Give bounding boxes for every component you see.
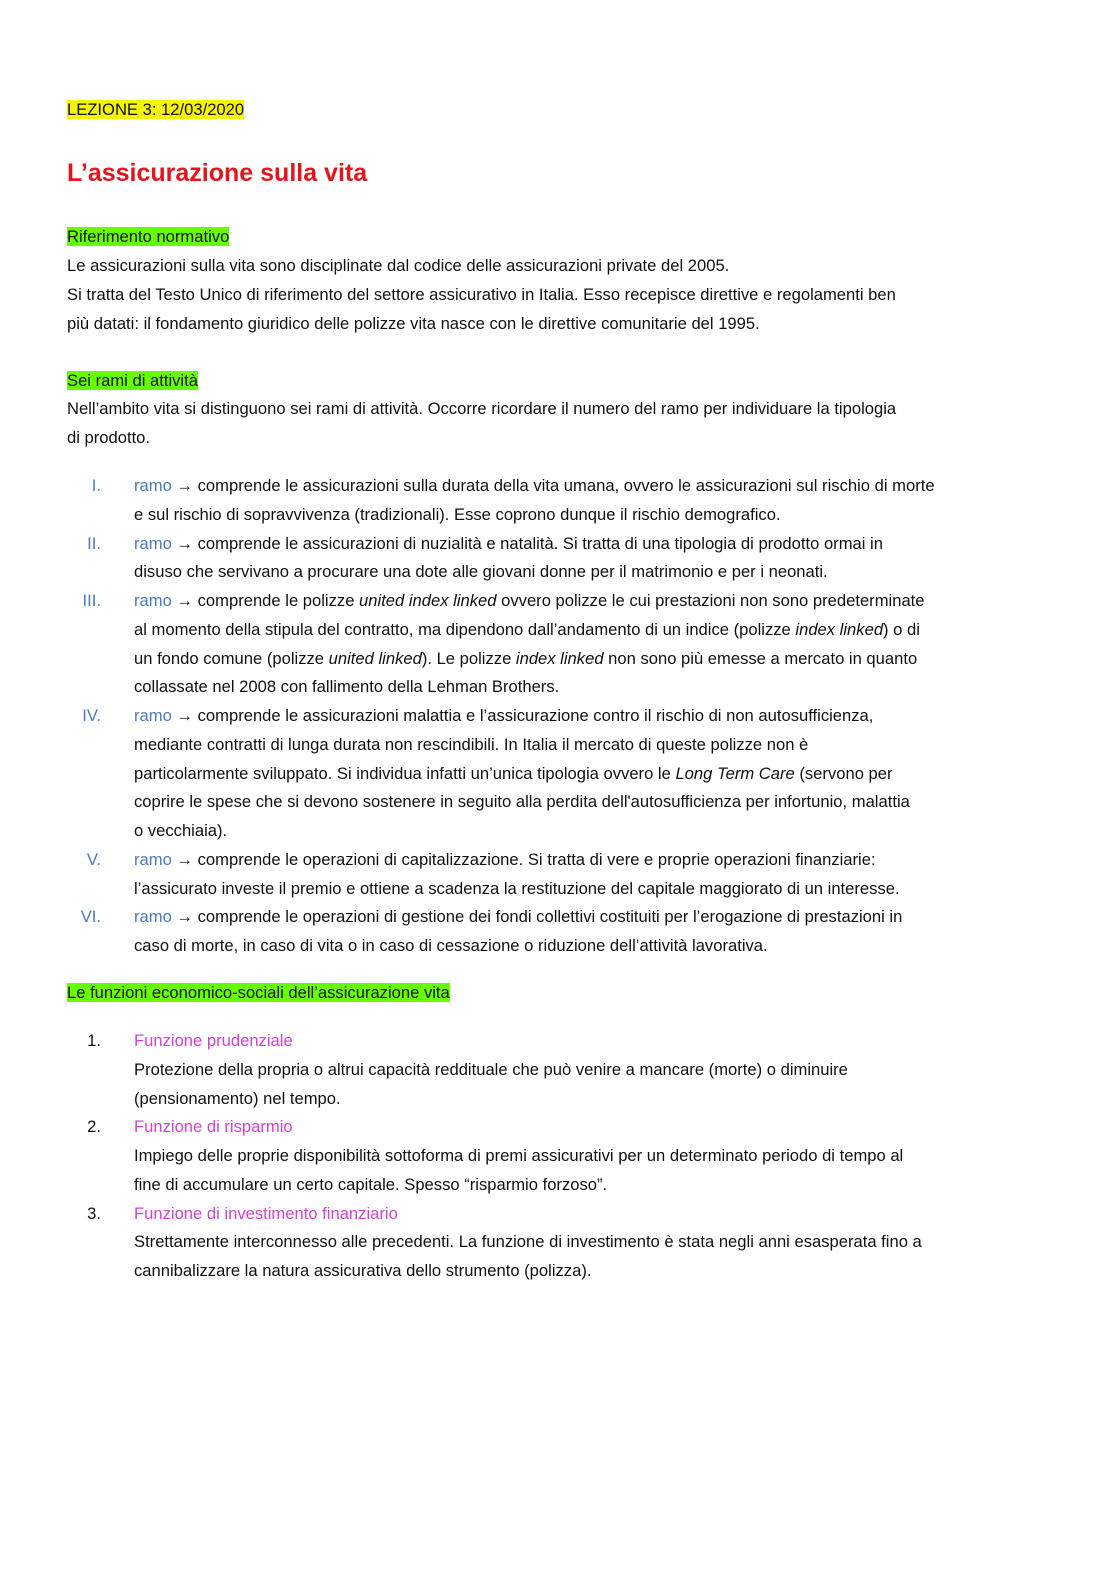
text-line [134,817,935,846]
text-line [134,1113,922,1142]
text-segment: l’assicurato investe il premio e ottiene a scadenza la restituzione del capitale maggiorato di un interesse. [134,878,900,898]
text-segment: ). Le polizze [421,648,516,668]
text-line [134,903,935,932]
text-line [134,472,935,501]
page-title: L’assicurazione sulla vita [67,159,368,187]
text-line [134,501,935,530]
roman-list [67,472,935,961]
text-line [134,558,935,587]
text-segment: fine di accumulare un certo capitale. Spesso “risparmio forzoso”. [134,1174,608,1194]
text-segment: (servono per [794,763,893,783]
text-segment: particolarmente sviluppato. Si individua infatti un’unica tipologia ovvero le [134,763,676,783]
text-line [134,875,935,904]
list-keyword: ramo [134,533,172,553]
list-item [67,472,935,530]
list-keyword: Funzione prudenziale [134,1031,293,1050]
text-segment: cannibalizzare la natura assicurativa dello strumento (polizza). [134,1261,592,1280]
text-segment: Le assicurazioni sulla vita sono disciplinate dal codice delle assicurazioni private del 2005. [67,256,730,275]
text-segment: collassate nel 2008 con fallimento della Lehman Brothers. [134,677,560,697]
text-segment: → comprende le polizze [171,591,360,610]
list-keyword: Funzione di investimento finanziario [134,1203,398,1223]
text-line [67,252,896,281]
list-item [67,530,935,588]
italic-term: united linked [328,648,422,668]
text-line [134,645,935,674]
text-line [134,702,935,731]
text-line [134,1027,922,1056]
list-number: IV. [82,706,101,725]
text-line [134,731,935,760]
paragraph-riferimento [67,252,896,338]
section-heading-riferimento: Riferimento normativo [67,227,230,246]
paragraph-rami [67,395,896,453]
text-segment: caso di morte, in caso di vita o in caso di cessazione o riduzione dell’attività lavorativa. [134,936,768,955]
list-number: VI. [80,907,101,927]
list-number: 2. [87,1117,101,1137]
text-line [134,788,935,817]
text-segment: o vecchiaia). [134,821,228,840]
text-segment: → comprende le assicurazioni malattia e l’assicurazione contro il rischio di non autosufficienza, [171,706,874,725]
list-number: V. [86,849,101,869]
text-segment: non sono più emesse a mercato in quanto [603,648,918,668]
text-line [134,932,935,961]
text-segment: Impiego delle proprie disponibilità sottoforma di premi assicurativi per un determinato periodo di tempo al [134,1146,904,1165]
text-segment: → comprende le operazioni di capitalizzazione. Si tratta di vere e proprie operazioni finanziarie: [171,849,876,869]
text-line [67,310,896,339]
text-segment: → comprende le assicurazioni di nuzialità e natalità. Si tratta di una tipologia di prodotto ormai in [171,533,883,553]
text-segment: al momento della stipula del contratto, ma dipendono dall’andamento di un indice (polizze [134,619,796,639]
list-keyword: ramo [134,591,172,610]
numbered-list [67,1027,922,1286]
text-line [134,1171,922,1200]
text-line [134,1056,922,1085]
list-keyword: ramo [134,849,172,869]
section-heading-funzioni: Le funzioni economico-sociali dell’assicurazione vita [67,983,450,1002]
text-line [134,846,935,875]
list-item [67,846,935,904]
text-segment: Si tratta del Testo Unico di riferimento del settore assicurativo in Italia. Esso recepisce direttive e regolamenti ben [67,284,896,304]
text-segment: Strettamente interconnesso alle precedenti. La funzione di investimento è stata negli anni esasperata fino a [134,1232,922,1252]
italic-term: Long Term Care [675,763,795,783]
text-segment: un fondo comune (polizze [134,648,329,668]
italic-term: index linked [795,619,884,639]
text-line [134,616,935,645]
text-segment: di prodotto. [67,427,151,447]
text-line [134,1257,922,1286]
text-line [134,1200,922,1229]
text-segment: disuso che servivano a procurare una dote alle giovani donne per il matrimonio e per i neonati. [134,562,828,582]
text-segment: Protezione della propria o altrui capacità reddituale che può venire a mancare (morte) o diminuire [134,1059,848,1079]
list-keyword: Funzione di risparmio [134,1117,293,1137]
text-segment: Nell’ambito vita si distinguono sei rami di attività. Occorre ricordare il numero del ramo per individuare la tipologia [67,399,897,418]
text-segment: coprire le spese che si devono sostenere in seguito alla perdita dell'autosufficienza per infortunio, malattia [134,792,910,812]
list-number: II. [87,533,101,553]
text-line [134,530,935,559]
text-line [134,760,935,789]
text-segment: (pensionamento) nel tempo. [134,1088,341,1108]
list-item [67,1113,922,1199]
text-line [67,424,896,453]
italic-term: index linked [515,648,604,668]
text-segment: → comprende le assicurazioni sulla durata della vita umana, ovvero le assicurazioni sul rischio di morte [171,476,935,495]
lesson-date: LEZIONE 3: 12/03/2020 [67,100,245,119]
list-item [67,1200,922,1286]
text-line [134,673,935,702]
list-number: 3. [87,1203,101,1223]
text-segment: più datati: il fondamento giuridico delle polizze vita nasce con le direttive comunitarie del 1995. [67,313,760,333]
italic-term: united index linked [359,591,497,610]
list-item [67,1027,922,1113]
list-keyword: ramo [134,907,172,927]
list-number: 1. [87,1031,101,1050]
list-item [67,702,935,846]
text-segment: ) o di [883,619,920,639]
list-item [67,587,935,702]
list-number: III. [82,591,101,610]
text-segment: e sul rischio di sopravvivenza (tradizionali). Esse coprono dunque il rischio demografico. [134,504,781,524]
text-line [67,395,896,424]
text-segment: mediante contratti di lunga durata non rescindibili. In Italia il mercato di queste polizze non è [134,734,809,754]
list-keyword: ramo [134,476,172,495]
text-line [134,1142,922,1171]
text-segment: → comprende le operazioni di gestione dei fondi collettivi costituiti per l’erogazione di prestazioni in [171,907,903,927]
text-line [67,281,896,310]
text-line [134,1228,922,1257]
list-number: I. [91,476,101,495]
text-segment: ovvero polizze le cui prestazioni non sono predeterminate [496,591,925,610]
text-line [134,1085,922,1114]
list-keyword: ramo [134,706,172,725]
text-line [134,587,935,616]
section-heading-rami: Sei rami di attività [67,371,198,390]
list-item [67,903,935,961]
